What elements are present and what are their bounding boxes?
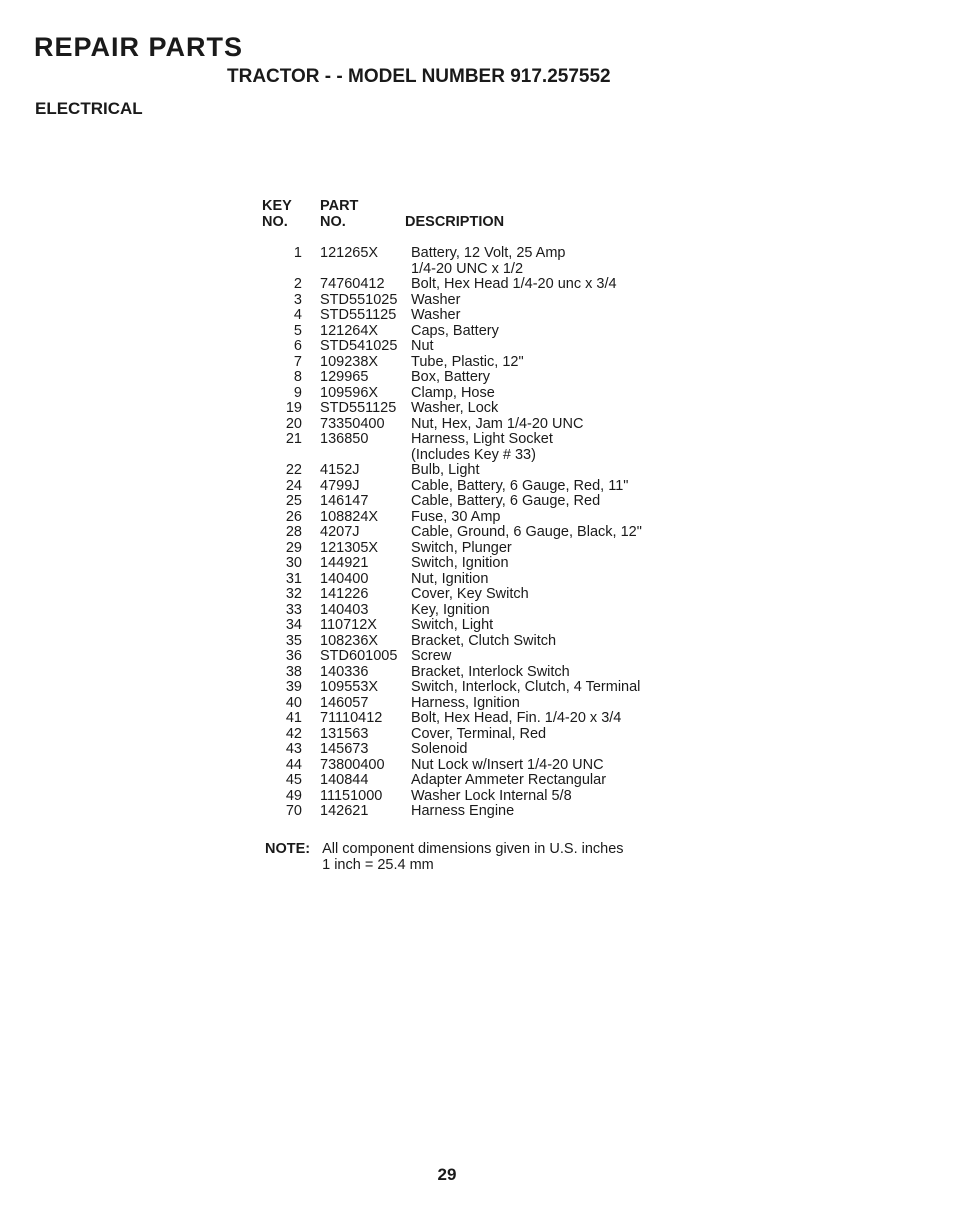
key-number: 36 — [285, 648, 302, 664]
key-number: 45 — [285, 772, 302, 788]
part-number: 4207J — [320, 524, 360, 540]
key-number: 44 — [285, 756, 302, 773]
part-number: STD551025 — [320, 291, 398, 308]
description-line: Switch, Plunger — [411, 539, 512, 556]
description-line: 1/4-20 UNC x 1/2 — [411, 260, 524, 277]
description-line: Bracket, Interlock Switch — [411, 663, 570, 680]
table-row — [258, 758, 678, 774]
description-line: Switch, Interlock, Clutch, 4 Terminal — [411, 679, 641, 695]
table-row — [258, 541, 678, 557]
table-row — [258, 370, 678, 386]
key-number: 33 — [285, 601, 302, 618]
table-row — [258, 649, 678, 665]
description-line: Bracket, Clutch Switch — [411, 632, 557, 649]
key-number: 6 — [293, 338, 302, 354]
table-row — [258, 804, 678, 820]
part-number: 110712X — [320, 617, 377, 633]
part-description — [405, 246, 678, 277]
part-description — [405, 541, 678, 557]
key-number: 8 — [293, 369, 302, 385]
description-line: Solenoid — [411, 741, 468, 757]
table-row — [258, 479, 678, 495]
header-description: DESCRIPTION — [405, 214, 505, 230]
key-number: 26 — [285, 508, 302, 525]
part-description — [405, 355, 678, 371]
description-line: Tube, Plastic, 12" — [411, 353, 524, 370]
part-description — [405, 432, 678, 463]
table-row — [258, 587, 678, 603]
note-text: All component dimensions given in U.S. inches 1 inch = 25.4 mm — [322, 841, 624, 873]
table-row — [258, 308, 678, 324]
part-description — [405, 711, 678, 727]
key-number: 19 — [285, 400, 302, 416]
part-description — [405, 494, 678, 510]
part-description — [405, 386, 678, 402]
table-row — [258, 277, 678, 293]
part-number: 140403 — [320, 601, 369, 618]
key-number: 5 — [293, 322, 302, 339]
table-row — [258, 603, 678, 619]
part-number: 146057 — [320, 694, 369, 711]
model-subtitle: TRACTOR - - MODEL NUMBER 917.257552 — [227, 66, 611, 87]
description-line: Nut Lock w/Insert 1/4-20 UNC — [411, 756, 604, 773]
description-line: Battery, 12 Volt, 25 Amp — [411, 245, 566, 261]
description-line: Washer — [411, 307, 461, 323]
table-row — [258, 463, 678, 479]
part-number: 144921 — [320, 555, 369, 571]
part-number: 108824X — [320, 508, 379, 525]
table-row — [258, 680, 678, 696]
part-number: 121265X — [320, 245, 379, 261]
description-line: Fuse, 30 Amp — [411, 508, 501, 525]
description-line: Box, Battery — [411, 369, 490, 385]
key-number: 30 — [285, 555, 302, 571]
table-row — [258, 417, 678, 433]
description-line: Adapter Ammeter Rectangular — [411, 772, 607, 788]
description-line: Cable, Battery, 6 Gauge, Red, 11" — [411, 477, 629, 494]
part-description — [405, 649, 678, 665]
key-number: 9 — [293, 384, 302, 401]
description-line: Cover, Terminal, Red — [411, 725, 547, 742]
part-description — [405, 510, 678, 526]
part-number: 4799J — [320, 477, 360, 494]
description-line: Harness, Ignition — [411, 694, 520, 711]
part-number: 73800400 — [320, 756, 385, 773]
part-description — [405, 634, 678, 650]
parts-table — [258, 196, 678, 820]
part-number: 129965 — [320, 369, 369, 385]
description-line: Cable, Battery, 6 Gauge, Red — [411, 493, 601, 509]
part-description — [405, 479, 678, 495]
part-number: 141226 — [320, 586, 369, 602]
key-number: 21 — [285, 431, 302, 447]
part-number: 109553X — [320, 679, 379, 695]
part-description — [405, 556, 678, 572]
part-number: STD541025 — [320, 338, 398, 354]
description-line: Washer, Lock — [411, 400, 499, 416]
table-row — [258, 339, 678, 355]
table-row — [258, 510, 678, 526]
table-row — [258, 618, 678, 634]
key-number: 43 — [285, 741, 302, 757]
description-line: Bulb, Light — [411, 462, 480, 478]
part-description — [405, 680, 678, 696]
table-row — [258, 742, 678, 758]
description-line: Harness, Light Socket — [411, 431, 553, 447]
description-line: Nut — [411, 338, 434, 354]
part-description — [405, 618, 678, 634]
part-description — [405, 463, 678, 479]
table-header — [258, 196, 678, 230]
part-description — [405, 572, 678, 588]
part-description — [405, 742, 678, 758]
table-row — [258, 727, 678, 743]
header-part-no: PART NO. — [320, 198, 359, 230]
table-row — [258, 789, 678, 805]
key-number: 7 — [293, 353, 302, 370]
part-number: STD601005 — [320, 648, 398, 664]
key-number: 32 — [285, 586, 302, 602]
part-number: 4152J — [320, 462, 360, 478]
part-number: 142621 — [320, 803, 369, 819]
table-row — [258, 355, 678, 371]
part-description — [405, 665, 678, 681]
key-number: 3 — [293, 291, 302, 308]
part-description — [405, 401, 678, 417]
part-number: 11151000 — [320, 787, 383, 804]
page-number: 29 — [437, 1165, 457, 1184]
page-title: REPAIR PARTS — [34, 32, 244, 62]
table-row — [258, 293, 678, 309]
part-number: 145673 — [320, 741, 369, 757]
key-number: 2 — [293, 276, 302, 292]
key-number: 70 — [285, 803, 302, 819]
key-number: 41 — [285, 710, 302, 726]
key-number: 31 — [285, 570, 302, 587]
description-line: Switch, Light — [411, 617, 494, 633]
table-row — [258, 386, 678, 402]
table-row — [258, 401, 678, 417]
description-line: Caps, Battery — [411, 322, 499, 339]
table-row — [258, 634, 678, 650]
description-line: Clamp, Hose — [411, 384, 495, 401]
key-number: 40 — [285, 694, 302, 711]
part-number: 121305X — [320, 539, 379, 556]
part-description — [405, 293, 678, 309]
description-line: Nut, Ignition — [411, 570, 489, 587]
part-description — [405, 324, 678, 340]
note-label: NOTE: — [265, 841, 311, 857]
part-description — [405, 370, 678, 386]
table-row — [258, 773, 678, 789]
description-line: Bolt, Hex Head 1/4-20 unc x 3/4 — [411, 276, 617, 292]
part-number: 136850 — [320, 431, 369, 447]
key-number: 38 — [285, 663, 302, 680]
key-number: 29 — [285, 539, 302, 556]
table-body — [258, 246, 678, 820]
section-heading: ELECTRICAL — [35, 99, 143, 118]
part-number: 140844 — [320, 772, 369, 788]
part-number: STD551125 — [320, 307, 397, 323]
part-description — [405, 308, 678, 324]
description-line: Cable, Ground, 6 Gauge, Black, 12" — [411, 524, 642, 540]
part-description — [405, 603, 678, 619]
part-description — [405, 804, 678, 820]
part-number: 146147 — [320, 493, 369, 509]
part-number: 109596X — [320, 384, 379, 401]
table-row — [258, 525, 678, 541]
table-row — [258, 494, 678, 510]
key-number: 24 — [285, 477, 302, 494]
key-number: 39 — [285, 679, 302, 695]
description-line: Cover, Key Switch — [411, 586, 529, 602]
description-line: Switch, Ignition — [411, 555, 509, 571]
part-description — [405, 587, 678, 603]
note — [265, 841, 624, 873]
table-row — [258, 246, 678, 277]
description-line: Nut, Hex, Jam 1/4-20 UNC — [411, 415, 584, 432]
part-description — [405, 773, 678, 789]
part-number: 109238X — [320, 353, 379, 370]
key-number: 28 — [285, 524, 302, 540]
part-description — [405, 758, 678, 774]
table-row — [258, 432, 678, 463]
part-number: 131563 — [320, 725, 369, 742]
table-row — [258, 711, 678, 727]
description-line: Key, Ignition — [411, 601, 490, 618]
part-number: 73350400 — [320, 415, 385, 432]
table-row — [258, 556, 678, 572]
key-number: 42 — [285, 725, 302, 742]
part-description — [405, 277, 678, 293]
description-line: Bolt, Hex Head, Fin. 1/4-20 x 3/4 — [411, 710, 622, 726]
part-description — [405, 525, 678, 541]
part-number: 140400 — [320, 570, 369, 587]
key-number: 1 — [293, 245, 302, 261]
part-description — [405, 789, 678, 805]
header-key-no: KEY NO. — [262, 198, 292, 230]
part-number: 71110412 — [320, 710, 383, 726]
key-number: 49 — [285, 787, 302, 804]
part-description — [405, 727, 678, 743]
part-number: 74760412 — [320, 276, 385, 292]
description-line: Washer Lock Internal 5/8 — [411, 787, 572, 804]
table-row — [258, 665, 678, 681]
key-number: 34 — [285, 617, 302, 633]
description-line: Washer — [411, 291, 461, 308]
description-line: Harness Engine — [411, 803, 515, 819]
part-number: 108236X — [320, 632, 379, 649]
table-row — [258, 572, 678, 588]
table-row — [258, 696, 678, 712]
part-number: 140336 — [320, 663, 369, 680]
key-number: 20 — [285, 415, 302, 432]
key-number: 35 — [285, 632, 302, 649]
description-line: (Includes Key # 33) — [411, 446, 536, 463]
part-description — [405, 339, 678, 355]
key-number: 22 — [285, 462, 302, 478]
part-number: 121264X — [320, 322, 379, 339]
part-description — [405, 696, 678, 712]
key-number: 25 — [285, 493, 302, 509]
part-number: STD551125 — [320, 400, 397, 416]
part-description — [405, 417, 678, 433]
table-row — [258, 324, 678, 340]
key-number: 4 — [293, 307, 302, 323]
description-line: Screw — [411, 648, 452, 664]
